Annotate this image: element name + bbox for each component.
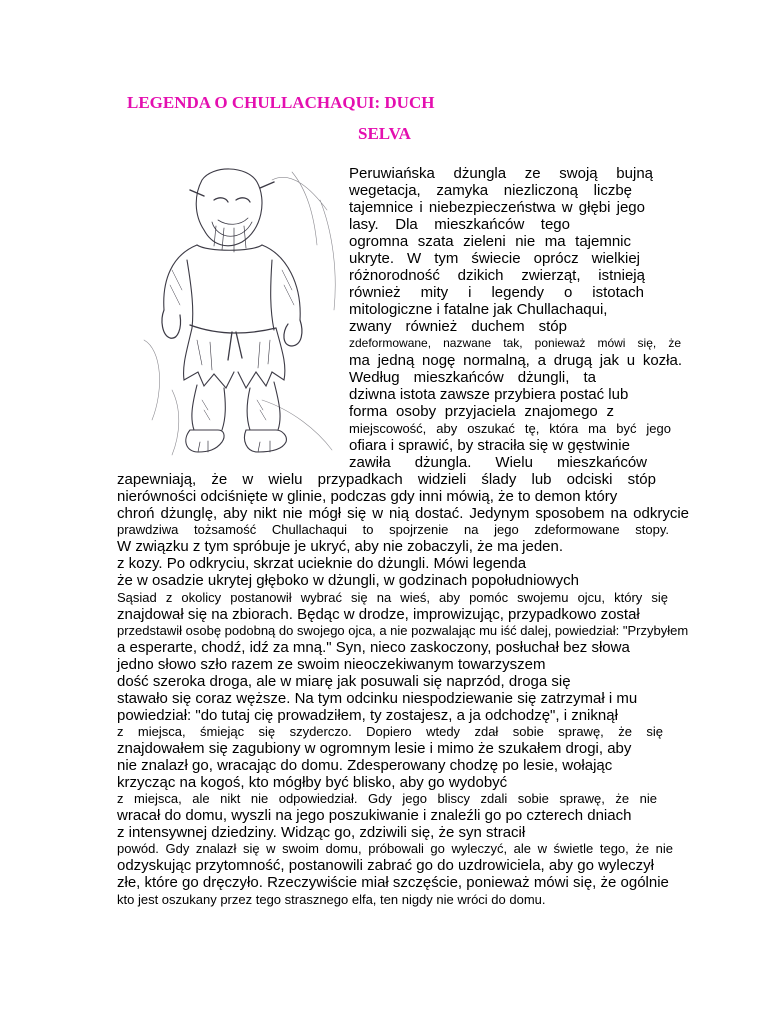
body-line: zwany również duchem stóp <box>349 318 567 335</box>
body-line: zawiła dżungla. Wielu mieszkańców <box>349 454 647 471</box>
body-line: dziwna istota zawsze przybiera postać lub <box>349 386 629 403</box>
body-line: stawało się coraz węższe. Na tym odcinku niespodziewanie się zatrzymał i mu <box>117 690 638 707</box>
body-line: że w osadzie ukrytej głęboko w dżungli, w godzinach popołudniowych <box>117 572 579 589</box>
body-line: forma osoby przyjaciela znajomego z <box>349 403 614 420</box>
body-line: znajdował się na zbiorach. Będąc w drodze, improwizując, przypadkowo został <box>117 606 640 623</box>
body-line: z miejsca, śmiejąc się szyderczo. Dopiero wtedy zdał sobie sprawę, że się <box>117 724 663 739</box>
body-line: dość szeroka droga, ale w miarę jak posuwali się naprzód, droga się <box>117 673 571 690</box>
document-title-continued: SELVA <box>358 124 411 143</box>
document-title: LEGENDA O CHULLACHAQUI: DUCH <box>127 93 435 112</box>
body-line: ofiara i sprawić, by straciła się w gęstwinie <box>349 437 630 454</box>
body-line: różnorodność dzikich zwierząt, istnieją <box>349 267 645 284</box>
body-line: zapewniają, że w wielu przypadkach widzieli ślady lub odciski stóp <box>117 471 656 488</box>
body-line: jedno słowo szło razem ze swoim nieoczekiwanym towarzyszem <box>117 656 546 673</box>
body-line: znajdowałem się zagubiony w ogromnym lesie i mimo że szukałem drogi, aby <box>117 740 632 757</box>
body-line: ukryte. W tym świecie oprócz wielkiej <box>349 250 640 267</box>
body-line: odzyskując przytomność, postanowili zabrać go do uzdrowiciela, aby go wyleczył <box>117 857 654 874</box>
body-line: nie znalazł go, wracając do domu. Zdesperowany chodzę po lesie, wołając <box>117 757 613 774</box>
body-line: z kozy. Po odkryciu, skrzat ucieknie do dżungli. Mówi legenda <box>117 555 527 572</box>
body-line: kto jest oszukany przez tego strasznego elfa, ten nigdy nie wróci do domu. <box>117 892 546 907</box>
body-line: złe, które go dręczyło. Rzeczywiście miał szczęście, ponieważ mówi się, że ogólnie <box>117 874 669 891</box>
troll-illustration <box>142 160 340 460</box>
body-line: mitologiczne i fatalne jak Chullachaqui, <box>349 301 608 318</box>
body-line: powód. Gdy znalazł się w swoim domu, próbowali go wyleczyć, ale w świetle tego, że nie <box>117 841 673 856</box>
body-line: ma jedną nogę normalną, a drugą jak u kozła. <box>349 352 682 369</box>
body-line: prawdziwa tożsamość Chullachaqui to spojrzenie na jego zdeformowane stopy. <box>117 522 669 537</box>
body-line: lasy. Dla mieszkańców tego <box>349 216 570 233</box>
body-line: przedstawił osobę podobną do swojego ojca, a nie pozwalając mu iść dalej, powiedział: "Przybyłem <box>117 623 689 638</box>
body-line: Peruwiańska dżungla ze swoją bujną <box>349 165 653 182</box>
body-line: chroń dżunglę, aby nikt nie mógł się w nią dostać. Jedynym sposobem na odkrycie <box>117 505 689 522</box>
body-line: a esperarte, chodź, idź za mną." Syn, nieco zaskoczony, posłuchał bez słowa <box>117 639 630 656</box>
body-line: W związku z tym spróbuje je ukryć, aby nie zobaczyli, że ma jeden. <box>117 538 564 555</box>
body-line: ogromna szata zieleni nie ma tajemnic <box>349 233 631 250</box>
body-line: Według mieszkańców dżungli, ta <box>349 369 596 386</box>
body-line: miejscowość, aby oszukać tę, która ma być jego <box>349 421 671 436</box>
body-line: wracał do domu, wyszli na jego poszukiwanie i znaleźli go po czterech dniach <box>117 807 632 824</box>
body-line: z intensywnej dziedziny. Widząc go, zdziwili się, że syn stracił <box>117 824 526 841</box>
body-line: wegetacja, zamyka niezliczoną liczbę <box>349 182 632 199</box>
body-line: krzycząc na kogoś, kto mógłby być blisko, aby go wydobyć <box>117 774 508 791</box>
body-line: tajemnice i niebezpieczeństwa w głębi jego <box>349 199 645 216</box>
body-line: zdeformowane, nazwane tak, ponieważ mówi się, że <box>349 336 681 350</box>
body-line: powiedział: "do tutaj cię prowadziłem, ty zostajesz, a ja odchodzę", i zniknął <box>117 707 618 724</box>
body-line: również mity i legendy o istotach <box>349 284 644 301</box>
body-line: nierówności odciśnięte w glinie, podczas gdy inni mówią, że to demon który <box>117 488 618 505</box>
body-line: z miejsca, ale nikt nie odpowiedział. Gdy jego bliscy zdali sobie sprawę, że nie <box>117 791 657 806</box>
body-line: Sąsiad z okolicy postanowił wybrać się na wieś, aby pomóc swojemu ojcu, który się <box>117 590 668 605</box>
